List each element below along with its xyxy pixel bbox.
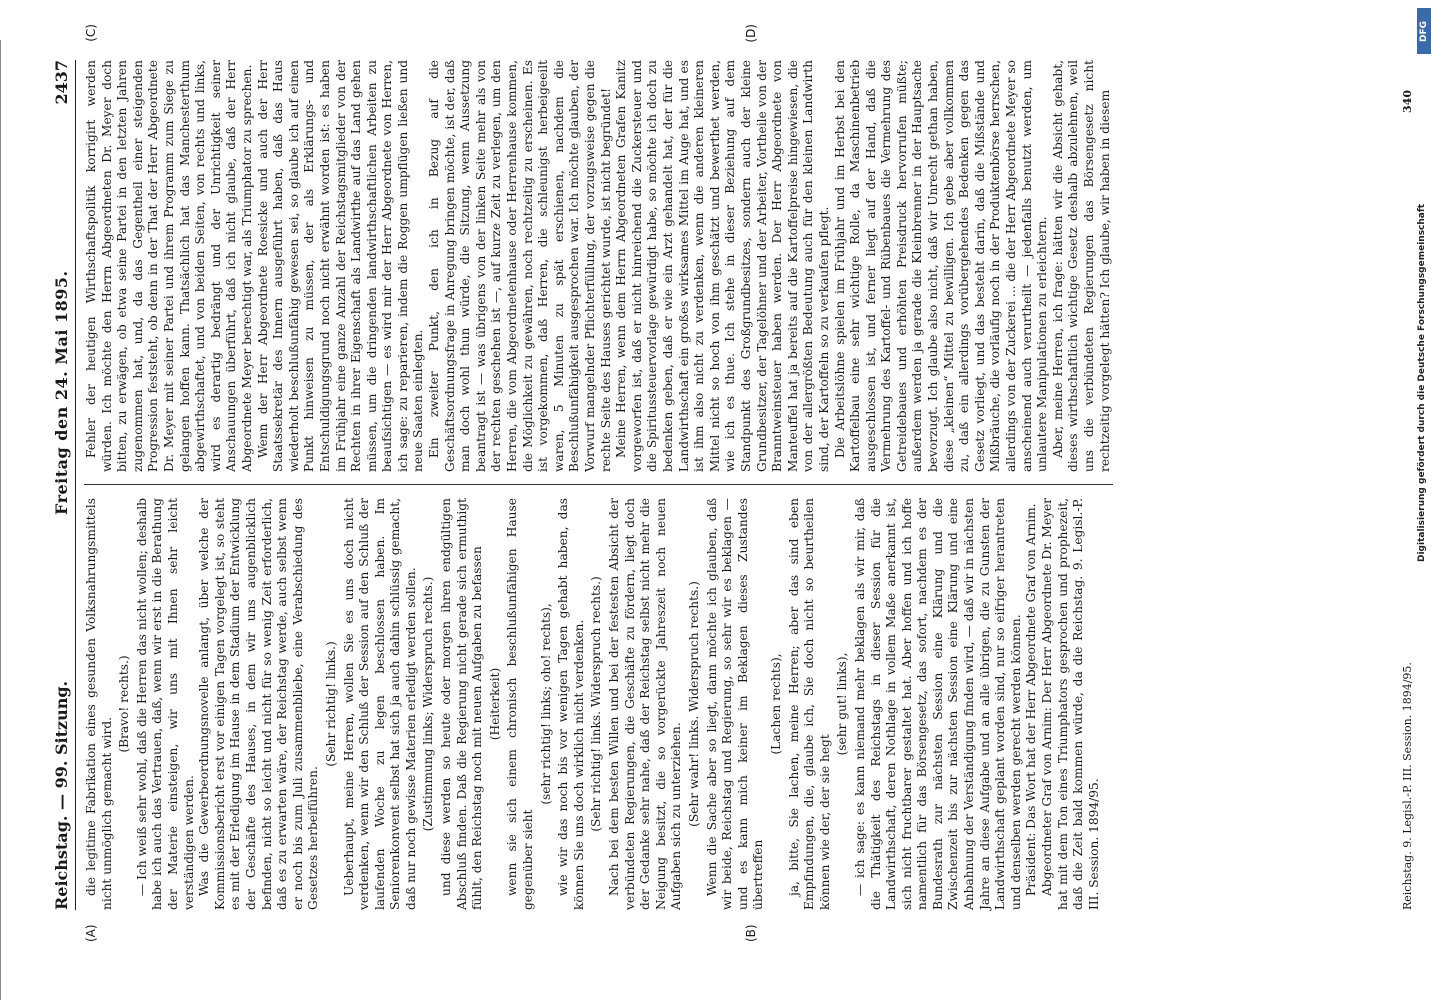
dfg-logo: DFG — [1417, 8, 1431, 54]
left-paragraph: Ueberhaupt, meine Herren, wollen Sie es uns doch nicht verdenken, wenn wir den Schluß der Session auf den Schluß der laufenden Woche zu legen beschlossen haben. Im Seniorenkonvent selbst hat sich ja auch dahin schlüssig gemacht, daß nur noch gewisse Materien erledigt werden sollen. — [341, 498, 418, 910]
margin-marker-b: (B) — [744, 924, 758, 942]
funding-credit: Digitalisierung gefördert durch die Deutsche Forschungsgemeinschaft — [1417, 203, 1427, 562]
right-paragraph: Meine Herren, wenn dem Herrn Abgeordneten Grafen Kanitz vorgeworfen ist, daß er nicht hinreichend die Zuckersteuer und die Spiritussteuervorlage gewürdigt habe, so möchte ich doch zu bedenken geben, daß er wie ein Arzt gehandelt hat, der für die Landwirthschaft ein großes wirksames Mittel im Auge hat, und es ist ihm also nicht zu verdenken, wenn die anderen kleineren Mittel nicht so hoch von ihm geschätzt und bewerthet werden, wie ich es thue. Ich stehe in dieser Beziehung auf dem Standpunkt des Großgrundbesitzes, sondern auch der kleine Grundbesitzer, der Tagelöhner und der Arbeiter, Vortheile von der Branntweinsteuer haben werden. Der Herr Abgeordnete von Manteuffel hat ja bereits auf die Kartoffelpreise hingewiesen, die von der allergrößten Bedeutung auch für den kleinen Landwirth sind, der Kartoffeln so zu verkaufen pflegt. — [614, 60, 831, 472]
page-header — [52, 60, 76, 910]
margin-marker-a: (A) — [84, 924, 98, 942]
right-paragraph: Aber, meine Herren, ich frage: hätten wir die Absicht gehabt, dieses wirthschaftlich wichtige Gesetz deshalb abzulehnen, weil uns die verbündeten Regierungen das Börsengesetz nicht rechtzeitig vorgelegt hätten? Ich glaube, wir haben in diesem — [1050, 60, 1112, 472]
left-paragraph: Wenn die Sache aber so liegt, dann möchte ich glauben, daß wir beide, Reichstag und Regierung, so sehr wir es beklagen — und es kann mich keiner im Beklagen dieses Zustandes übertreffen — [704, 498, 766, 910]
header-left: Reichstag. — 99. Sitzung. — [52, 680, 71, 910]
page-number: 2437 — [52, 60, 71, 105]
header-date: Freitag den 24. Mai 1895. — [52, 270, 71, 515]
column-divider — [84, 484, 1113, 485]
footer-sheet-number: 340 — [1401, 90, 1414, 113]
left-paragraph: Nach bei dem besten Willen und bei der festesten Absicht der verbündeten Regierungen, die Geschäfte zu fördern, liegt doch der Gedanke sehr nahe, daß der Reichstag selbst nicht mehr die Neigung besitzt, die so vorgerückte Jahreszeit noch neuen Aufgaben sich zu unterziehen. — [607, 498, 684, 910]
left-interjection: (sehr richtig! links; oho! rechts), — [538, 603, 553, 805]
left-interjection: (Sehr wahr! links. Widerspruch rechts.) — [686, 581, 701, 827]
margin-marker-c: (C) — [84, 24, 98, 42]
left-paragraph: Was die Gewerbeordnungsnovelle anlangt, über welche der Kommissionsbericht erst vor einigen Tagen vorgelegt ist, so steht es mit der Erledigung im Hause in dem Stadium der Entwicklung der Geschäfte des Hauses, in dem wir uns augenblicklich befinden, nicht so leicht und nicht für so wenig Zeit erforderlich, daß es zu erwarten wäre, der Reichstag werde, auch selbst wenn er noch bis zum Juli zusammenbliebe, eine Verabschiedung des Gesetzes herbeiführen. — [197, 498, 321, 910]
digitization-sidebar — [1416, 0, 1432, 1000]
left-interjection: (Sehr richtig! links.) — [323, 641, 338, 767]
left-paragraph: wenn sie sich einem chronisch beschlußunfähigen Hause gegenüber sieht — [505, 498, 536, 910]
left-paragraph: Präsident: Das Wort hat der Herr Abgeordnete Graf von Arnim. — [1024, 503, 1039, 896]
margin-marker-d: (D) — [744, 24, 758, 43]
left-interjection: (sehr gut! links), — [835, 652, 850, 756]
footer-session: Reichstag. 9. Legisl.-P. III. Session. 1894/95. — [1401, 662, 1414, 910]
left-paragraph: und diese werden so heute oder morgen ihren endgültigen Abschluß finden. Daß die Regierung nicht gerade sich ermuthigt fühlt, den Reichstag noch mit neuen Aufgaben zu befassen — [439, 498, 485, 910]
right-column — [84, 24, 1113, 472]
right-paragraph: Wenn der Herr Abgeordnete Roesicke und auch der Herr Staatssekretär des Innern ausgeführt haben, daß das Haus wiederholt beschlußunfähig gewesen sei, so glaube ich auf einen Punkt hinweisen zu müssen, der als Erklärungs- und Entschuldigungsgrund noch nicht erwähnt worden ist: es haben im Frühjahr eine ganze Anzahl der Reichstagsmitglieder von der Rechten in ihrer Eigenschaft als Landwirthe auf das Land gehen müssen, um die dringenden landwirthschaftlichen Arbeiten zu beaufsichtigen — es wird mir der Herr Abgeordnete von Herren, ich sage: zu reparieren, indem die Roggen umpflügen ließen und neue Saaten einlegten. — [255, 60, 426, 472]
scan-edge-line — [0, 40, 1, 1000]
left-interjection: (Sehr richtig! links. Widerspruch rechts.) — [589, 576, 604, 832]
right-paragraph: Ein zweiter Punkt, den ich in Bezug auf die Geschäftsordnungsfrage in Anregung bringen möchte, ist der, daß man doch wohl thun würde, die Sitzung, wenn Aussetzung beantragt ist — was übrigens von der linken Seite mehr als von der rechten geschehen ist —, auf kurze Zeit zu verlegen, um den Herren, die vom Abgeordnetenhause oder Herrenhause kommen, die Möglichkeit zu gewähren, noch rechtzeitig zu erscheinen. Es ist vorgekommen, daß Herren, die schleunigst herbeigeeilt waren, 5 Minuten zu spät erschienen, nachdem die Beschlußunfähigkeit ausgesprochen war. Ich möchte glauben, der Vorwurf mangelnder Pflichterfüllung, der vorzugsweise gegen die rechte Seite des Hauses gerichtet wurde, ist nicht begründet! — [427, 60, 613, 472]
left-paragraph: ja, bitte, Sie lachen, meine Herren; aber das sind eben Empfindungen, die, glaube ich, Sie doch nicht so beurtheilen können wie der, der sie hegt — [786, 498, 832, 910]
left-column — [84, 498, 1113, 942]
page-footer — [1401, 0, 1414, 1000]
left-paragraph: — ich sage: es kann niemand mehr beklagen als wir mir, daß die Thätigkeit des Reichstags in dieser Session für die Landwirthschaft, deren Nothlage in vollem Maße anerkannt ist, sich nicht fruchtbarer gestaltet hat. Aber hoffen und ich hoffe namentlich für das Börsengesetz, das sofort, nachdem es der Bundesrath zur nächsten Session eine Klärung und die Zwischenzeit bis zur nächsten Session eine Klärung und eine Anbahnung der Verständigung finden wird, — daß wir in nächsten Jahre an diese Aufgabe und an alle übrigen, die zu Gunsten der Landwirthschaft geplant worden sind, nur so eifriger herantreten und denselben werden gerecht werden können. — [852, 498, 1023, 910]
right-paragraph: Fehler der heutigen Wirthschaftspolitik korrigirt werden würden. Ich möchte den Herrn Abgeordneten Dr. Meyer doch bitten, zu erwägen, ob etwa seine Partei in den letzten Jahren zugenommen hat, und, da das Gegentheil einer steigenden Progression feststeht, ob denn in der That der Herr Abgeordnete Dr. Meyer mit seiner Partei und ihrem Programm zum Siege zu gelangen hoffen kann. Thatsächlich hat das Manchesterthum abgewirthschaftet, und von beiden Seiten, von rechts und links, wird es derartig bedrängt und der Unrichtigkeit seiner Anschauungen überführt, daß ich nicht glaube, daß der Herr Abgeordnete Meyer berechtigt war, als Triumphator zu sprechen. — [84, 60, 254, 472]
left-interjection: (Lachen rechts), — [768, 653, 783, 755]
left-interjection: (Bravo! rechts.) — [117, 655, 132, 753]
right-paragraph: Die Arbeitslöhne spielen im Frühjahr und im Herbst bei den Kartoffelbau eine sehr wichtige Rolle, da Maschinenbetrieb ausgeschlossen ist, und ferner liegt auf der Hand, daß die Vermehrung des Kartoffel- und Rübenbaues die Vermehrung des Getreidebaues und erhöhten Preisdruck hervorrufen müßte; außerdem werden ja gerade die Kleinbrenner in der Hauptsache bevorzugt. Ich glaube also nicht, daß wir Unrecht gethan haben, diese „kleinen“ Mittel zu bewilligen. Ich gebe aber vollkommen zu, daß ein allerdings vorübergehendes Bedenken gegen das Gesetz vorliegt, und das besteht darin, daß die Mißstände und Mißbräuche, die vorläufig noch in der Produktenbörse herrschen, allerdings von der Zuckerei ... die der Herr Abgeordnete Meyer so anscheinend auch verurtheilt — jedenfalls benutzt werden, um unlautere Manipulationen zu erleichtern. — [832, 60, 1050, 472]
left-interjection: (Zustimmung links; Widerspruch rechts.) — [421, 576, 436, 832]
left-interjection: (Heiterkeit) — [487, 667, 502, 741]
left-paragraph: wie wir das noch bis vor wenigen Tagen gehabt haben, das können Sie uns doch wirklich nicht verdenken. — [556, 498, 586, 910]
left-paragraph: — Ich weiß sehr wohl, daß die Herren das nicht wollen; deshalb habe ich auch das Vertrauen, daß, wenn wir erst in die Berathung der Materie einsteigen, wir uns mit Ihnen sehr leicht verständigen werden. — [134, 498, 196, 910]
text-columns — [84, 24, 1113, 942]
left-paragraph: Abgeordneter Graf von Arnim: Der Herr Abgeordnete Dr. Meyer hat mit dem Ton eines Triumphators gesprochen und prophezeit, daß die Zeit bald kommen würde, da die Reichstag. 9. Legisl.-P. III. Session. 1894/95. — [1040, 498, 1101, 910]
left-paragraph: die legitime Fabrikation eines gesunden Volksnahrungsmittels nicht unmöglich gemacht wird. — [84, 498, 114, 910]
